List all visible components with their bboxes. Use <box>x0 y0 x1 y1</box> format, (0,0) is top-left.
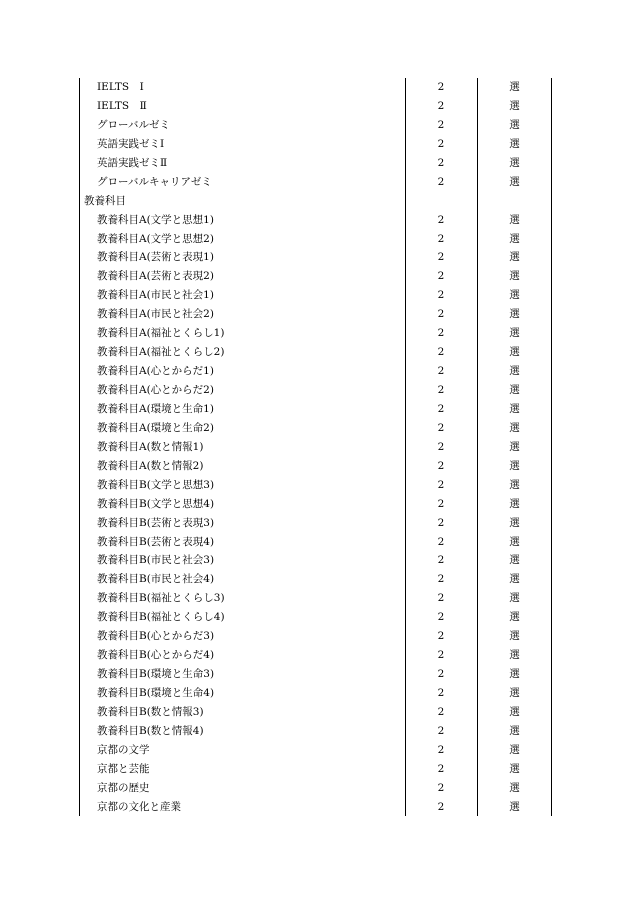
course-credits: 2 <box>437 365 445 378</box>
table-row <box>79 457 552 476</box>
course-type: 選 <box>509 156 520 169</box>
course-name: 教養科目A(環境と生命1) <box>97 402 214 415</box>
table-row <box>79 116 552 135</box>
section-heading: 教養科目 <box>84 194 126 207</box>
course-name: 教養科目A(心とからだ2) <box>97 384 214 396</box>
course-credits: 2 <box>437 800 445 813</box>
course-type: 選 <box>509 346 520 359</box>
table-row <box>79 589 552 608</box>
course-name: 教養科目B(市民と社会3) <box>97 554 215 567</box>
course-name: 京都の歴史 <box>97 781 150 794</box>
table-row <box>79 248 552 267</box>
course-type: 選 <box>509 421 520 434</box>
course-type: 選 <box>509 137 520 150</box>
course-type: 選 <box>509 289 520 302</box>
course-type: 選 <box>509 724 520 737</box>
course-name: 教養科目A(数と情報1) <box>97 440 204 453</box>
table-row <box>79 779 552 798</box>
table-row <box>79 400 552 419</box>
course-type: 選 <box>509 99 520 112</box>
course-type: 選 <box>509 516 520 529</box>
course-credits: 2 <box>437 81 445 93</box>
course-credits: 2 <box>437 137 445 150</box>
table-row <box>79 324 552 343</box>
course-name: 教養科目A(文学と思想1) <box>97 213 214 226</box>
course-name: 教養科目A(文学と思想2) <box>97 232 214 245</box>
course-credits: 2 <box>437 516 445 529</box>
course-credits: 2 <box>437 478 445 491</box>
course-credits: 2 <box>437 592 445 605</box>
table-row <box>79 305 552 324</box>
table-row <box>79 381 552 400</box>
course-credits: 2 <box>437 213 445 226</box>
table-row <box>79 286 552 305</box>
table-row <box>79 703 552 722</box>
table-row <box>79 97 552 116</box>
table-row <box>79 135 552 154</box>
course-type: 選 <box>509 118 520 131</box>
course-type: 選 <box>509 743 520 756</box>
table-row <box>79 230 552 249</box>
course-type: 選 <box>509 478 520 491</box>
table-row <box>79 760 552 779</box>
course-credits: 2 <box>437 630 445 643</box>
course-name: 教養科目B(環境と生命3) <box>97 668 215 681</box>
table-row <box>79 267 552 286</box>
course-credits: 2 <box>437 611 445 624</box>
course-type: 選 <box>509 308 520 321</box>
course-credits: 2 <box>437 402 445 415</box>
course-credits: 2 <box>437 440 445 453</box>
course-name: 教養科目B(数と情報3) <box>97 705 204 718</box>
table-row <box>79 741 552 760</box>
table-row <box>79 495 552 514</box>
course-type: 選 <box>509 384 520 396</box>
course-name: 教養科目B(市民と社会4) <box>97 573 215 586</box>
course-type: 選 <box>509 668 520 681</box>
table-row <box>79 665 552 684</box>
course-credits: 2 <box>437 743 445 756</box>
course-type: 選 <box>509 497 520 510</box>
course-name: 教養科目B(心とからだ3) <box>97 630 215 643</box>
course-name: IELTS Ⅱ <box>97 99 147 112</box>
course-type: 選 <box>509 535 520 548</box>
course-type: 選 <box>509 800 520 813</box>
course-type: 選 <box>509 175 520 188</box>
course-name: グローバルキャリアゼミ <box>97 175 212 188</box>
course-type: 選 <box>509 687 520 699</box>
course-name: 教養科目A(市民と社会1) <box>97 289 214 302</box>
course-name: 京都の文化と産業 <box>97 800 181 813</box>
table-row <box>79 419 552 438</box>
course-credits: 2 <box>437 308 445 321</box>
table-row <box>79 211 552 230</box>
course-name: 教養科目A(福祉とくらし2) <box>97 346 225 359</box>
course-credits: 2 <box>437 346 445 359</box>
table-row <box>79 514 552 533</box>
course-name: 英語実践ゼミⅡ <box>97 156 168 169</box>
course-credits: 2 <box>437 497 445 510</box>
course-name: 教養科目B(福祉とくらし4) <box>97 611 225 624</box>
table-row <box>79 192 552 211</box>
course-name: 教養科目A(芸術と表現2) <box>97 270 214 283</box>
table-row <box>79 173 552 192</box>
course-type: 選 <box>509 213 520 226</box>
course-name: 教養科目A(市民と社会2) <box>97 308 214 321</box>
course-name: 教養科目A(福祉とくらし1) <box>97 327 225 340</box>
table-row <box>79 533 552 552</box>
table-row <box>79 646 552 665</box>
course-name: 教養科目B(心とからだ4) <box>97 649 215 662</box>
course-credits: 2 <box>437 535 445 548</box>
table-row <box>79 154 552 173</box>
table-row <box>79 343 552 362</box>
course-credits: 2 <box>437 781 445 794</box>
course-credits: 2 <box>437 251 445 264</box>
table-row <box>79 570 552 589</box>
table-row <box>79 362 552 381</box>
course-credits: 2 <box>437 99 445 112</box>
course-credits: 2 <box>437 232 445 245</box>
course-type: 選 <box>509 630 520 643</box>
course-name: 教養科目B(芸術と表現4) <box>97 535 215 548</box>
table-row <box>79 608 552 627</box>
course-type: 選 <box>509 705 520 718</box>
course-name: 教養科目A(芸術と表現1) <box>97 251 214 264</box>
table-row <box>79 438 552 457</box>
course-type: 選 <box>509 440 520 453</box>
course-name: 教養科目A(数と情報2) <box>97 459 204 472</box>
table-row <box>79 798 552 817</box>
table-row <box>79 78 552 97</box>
course-type: 選 <box>509 554 520 567</box>
course-credits: 2 <box>437 175 445 188</box>
course-type: 選 <box>509 649 520 662</box>
course-name: IELTS Ⅰ <box>97 81 144 93</box>
course-credits: 2 <box>437 118 445 131</box>
course-name: 京都と芸能 <box>97 762 150 775</box>
course-type: 選 <box>509 270 520 283</box>
course-name: 京都の文学 <box>97 743 150 756</box>
course-name: 教養科目B(福祉とくらし3) <box>97 592 225 605</box>
course-name: 教養科目A(心とからだ1) <box>97 365 214 378</box>
course-credits: 2 <box>437 554 445 567</box>
course-credits: 2 <box>437 573 445 586</box>
course-credits: 2 <box>437 384 445 396</box>
course-credits: 2 <box>437 705 445 718</box>
course-type: 選 <box>509 327 520 340</box>
course-credits: 2 <box>437 327 445 340</box>
course-name: 教養科目B(芸術と表現3) <box>97 516 215 529</box>
course-type: 選 <box>509 402 520 415</box>
course-credits: 2 <box>437 156 445 169</box>
course-name: 教養科目B(環境と生命4) <box>97 687 215 699</box>
course-credits: 2 <box>437 459 445 472</box>
course-credits: 2 <box>437 270 445 283</box>
course-name: 教養科目A(環境と生命2) <box>97 421 214 434</box>
course-credits: 2 <box>437 724 445 737</box>
course-name: 英語実践ゼミⅠ <box>97 137 165 150</box>
course-name: 教養科目B(文学と思想4) <box>97 497 215 510</box>
course-credits: 2 <box>437 289 445 302</box>
course-type: 選 <box>509 611 520 624</box>
course-table <box>79 78 552 817</box>
course-type: 選 <box>509 573 520 586</box>
course-type: 選 <box>509 232 520 245</box>
course-type: 選 <box>509 251 520 264</box>
course-credits: 2 <box>437 668 445 681</box>
course-name: 教養科目B(文学と思想3) <box>97 478 215 491</box>
table-row <box>79 476 552 495</box>
course-name: 教養科目B(数と情報4) <box>97 724 204 737</box>
course-credits: 2 <box>437 687 445 699</box>
course-type: 選 <box>509 781 520 794</box>
course-type: 選 <box>509 81 520 93</box>
course-type: 選 <box>509 459 520 472</box>
table-row <box>79 551 552 570</box>
course-name: グローバルゼミ <box>97 118 170 131</box>
course-credits: 2 <box>437 649 445 662</box>
course-credits: 2 <box>437 762 445 775</box>
table-row <box>79 722 552 741</box>
course-type: 選 <box>509 762 520 775</box>
course-credits: 2 <box>437 421 445 434</box>
course-type: 選 <box>509 365 520 378</box>
course-type: 選 <box>509 592 520 605</box>
table-row <box>79 627 552 646</box>
table-row <box>79 684 552 703</box>
